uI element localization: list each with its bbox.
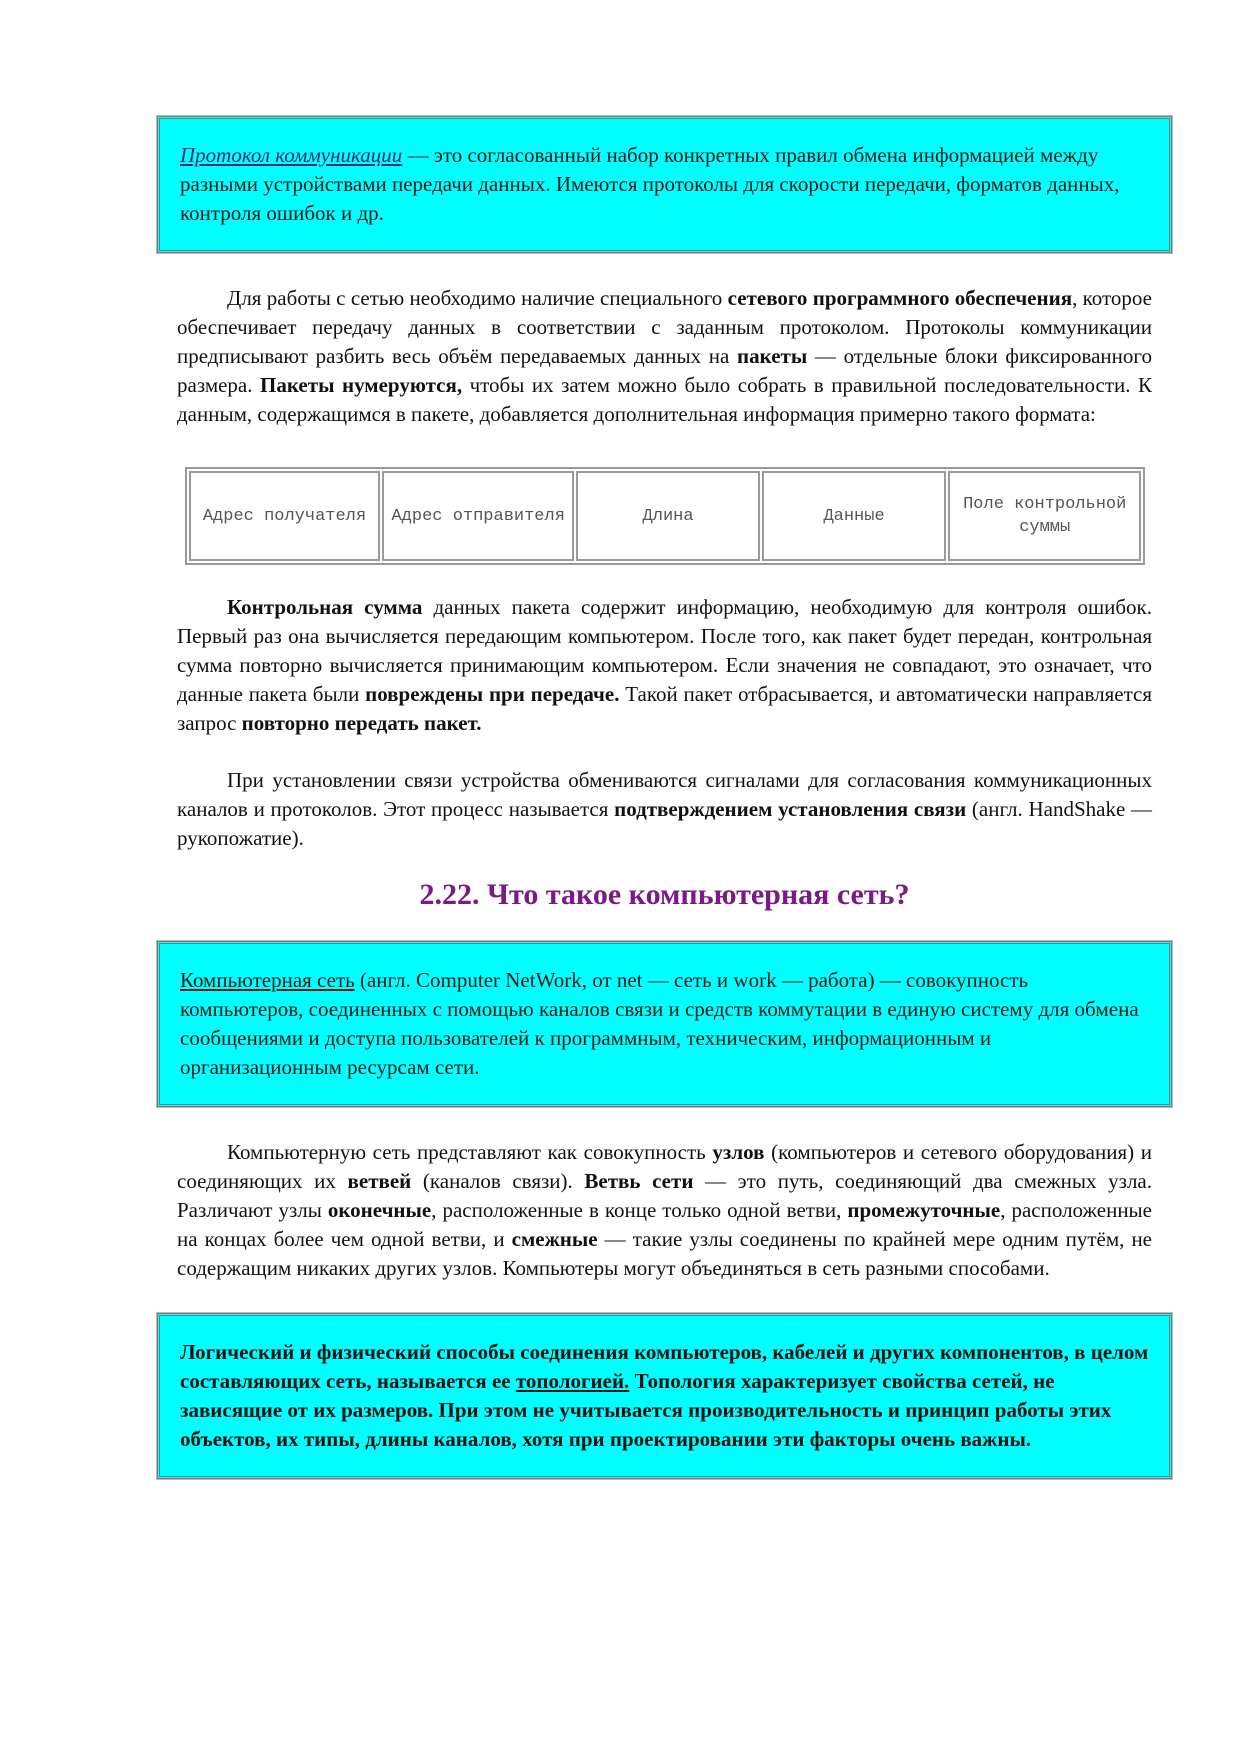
bold-term-handshake: подтверждением установления связи — [614, 797, 967, 821]
text-span: , расположенные на концах более чем одной ветви, и — [177, 1198, 1152, 1251]
text-span: Для работы с сетью необходимо наличие специального — [227, 286, 728, 310]
bold-term-network-software: сетевого программного обеспечения — [727, 286, 1073, 310]
text-span: — такие узлы соединены по крайней мере одним путём, не содержащим никаких других узлов. Компьютеры могут объединяться в сеть разными способами. — [177, 1227, 1152, 1280]
topology-text-end: Топология характеризует свойства сетей, не зависящие от их размеров. При этом не учитывается производительность и принцип работы этих объектов, их типы, длины каналов, хотя при проектировании эти факторы очень важны. — [180, 1369, 1112, 1451]
text-span: Компьютерную сеть представляют как совокупность — [227, 1140, 713, 1164]
term-topology: топологией. — [515, 1369, 630, 1393]
paragraph-network-software — [177, 284, 1152, 429]
document-page — [157, 116, 1172, 1479]
packet-format-table — [185, 467, 1145, 565]
bold-term-nodes: узлов — [712, 1140, 765, 1164]
definition-box-network — [157, 941, 1172, 1107]
bold-term-adjacent: смежные — [511, 1227, 598, 1251]
paragraph-nodes-branches — [177, 1138, 1152, 1283]
definition-text-protocol: — это согласованный набор конкретных правил обмена информацией между разными устройствами передачи данных. Имеются протоколы для скорости передачи, форматов данных, контроля ошибок и др. — [180, 143, 1120, 225]
text-span: — отдельные блоки фиксированного размера. — [177, 344, 1152, 397]
bold-term-damaged: повреждены при передаче. — [365, 682, 620, 706]
bold-term-resend: повторно передать пакет. — [241, 711, 482, 735]
bold-term-terminal: оконечные — [327, 1198, 432, 1222]
packet-field-checksum: Поле контрольной суммы — [948, 471, 1141, 561]
packet-field-length: Длина — [576, 471, 759, 561]
bold-term-checksum: Контрольная сумма — [227, 595, 423, 619]
packet-field-data: Данные — [762, 471, 947, 561]
text-span: данных пакета содержит информацию, необходимую для контроля ошибок. Первый раз она вычисляется передающим компьютером. После того, как пакет будет передан, контрольная сумма повторно вычисляется принимающим компьютером. Если значения не совпадают, это означает, что данные пакета были — [177, 595, 1152, 706]
text-span: , которое обеспечивает передачу данных в соответствии с заданным протоколом. Протоколы коммуникации предписывают разбить весь объём передаваемых данных на — [177, 286, 1152, 368]
term-protocol: Протокол коммуникации — [180, 143, 403, 167]
topology-text-start: Логический и физический способы соединения компьютеров, кабелей и других компонентов, в целом составляющих сеть, называется ее — [180, 1340, 1149, 1393]
text-span: (англ. HandShake — рукопожатие). — [177, 797, 1152, 850]
packet-field-sender: Адрес отправителя — [382, 471, 575, 561]
paragraph-handshake — [177, 766, 1152, 853]
text-span: Такой пакет отбрасывается, и автоматически направляется запрос — [177, 682, 1152, 735]
bold-term-packets: пакеты — [737, 344, 808, 368]
text-span: (компьютеров и сетевого оборудования) и соединяющих их — [177, 1140, 1152, 1193]
term-computer-network: Компьютерная сеть — [180, 968, 355, 992]
bold-term-packets-numbered: Пакеты нумеруются, — [260, 373, 463, 397]
packet-format-row — [189, 471, 1141, 561]
definition-box-topology — [157, 1313, 1172, 1479]
bold-term-branches: ветвей — [347, 1169, 412, 1193]
definition-text-network: (англ. Computer NetWork, от net — сеть и work — работа) — совокупность компьютеров, соединенных с помощью каналов связи и средств коммутации в единую систему для обмена сообщениями и доступа пользователей к программным, техническим, информационным и организационным ресурсам сети. — [180, 968, 1139, 1079]
bold-term-intermediate: промежуточные — [847, 1198, 1001, 1222]
text-span: , расположенные в конце только одной ветви, — [431, 1198, 848, 1222]
section-heading: 2.22. Что такое компьютерная сеть? — [419, 878, 910, 911]
definition-box-protocol — [157, 116, 1172, 253]
packet-field-recipient: Адрес получателя — [189, 471, 380, 561]
text-span: чтобы их затем можно было собрать в правильной последовательности. К данным, содержащимся в пакете, добавляется дополнительная информация примерно такого формата: — [177, 373, 1153, 426]
text-span: При установлении связи устройства обмениваются сигналами для согласования коммуникационных каналов и протоколов. Этот процесс называется — [177, 768, 1152, 821]
bold-term-network-branch: Ветвь сети — [584, 1169, 694, 1193]
text-span: (каналов связи). — [411, 1169, 585, 1193]
text-span: — это путь, соединяющий два смежных узла. Различают узлы — [177, 1169, 1152, 1222]
paragraph-checksum — [177, 593, 1152, 738]
